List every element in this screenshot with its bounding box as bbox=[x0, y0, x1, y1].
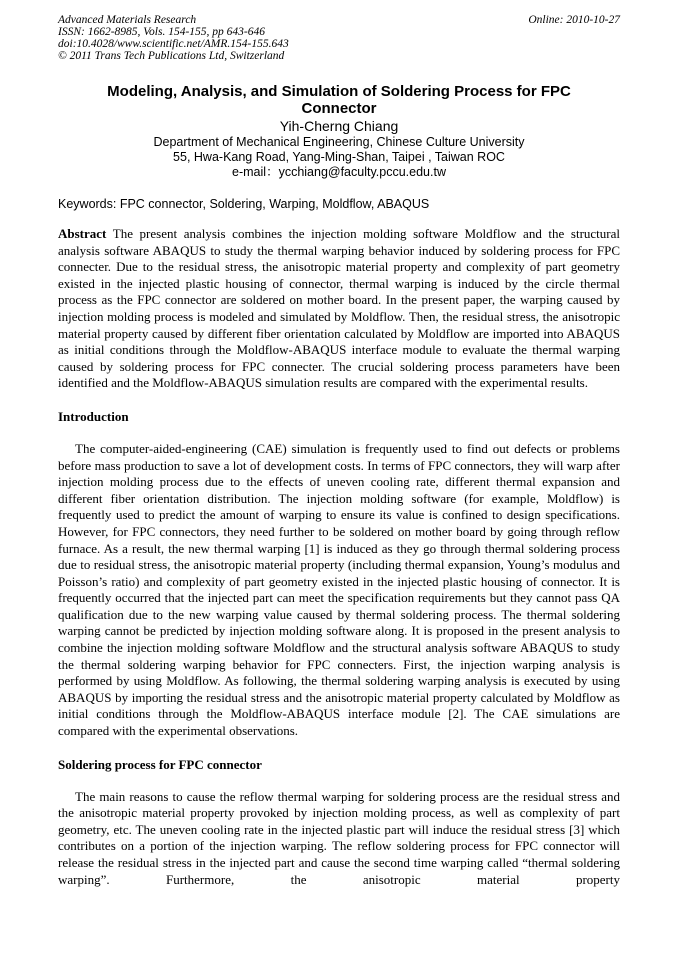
abstract-text: The present analysis combines the injection molding software Moldflow and the structural analysis software ABAQUS to study the thermal warping behavior induced by soldering process for FPC connecter. Due to the residual stress, the anisotropic material property and complexity of part geometry existed in the injected plastic housing of connector, thermal warping is induced by the circle thermal process as the FPC connector are soldered on mother board. In the present paper, the warping caused by injection molding process is modeled and simulated by Moldflow. Then, the residual stress, the anisotropic material property caused by different fiber orientation calculated by Moldflow are imported into ABAQUS as initial conditions through the Moldflow-ABAQUS interface module to evaluate the thermal warping caused by soldering process for FPC connecter. The crucial soldering process parameters have been identified and the Moldflow-ABAQUS simulation results are compared with the experimental results. bbox=[58, 226, 620, 391]
issn-line: ISSN: 1662-8985, Vols. 154-155, pp 643-646 bbox=[58, 26, 265, 38]
affiliation-email: e-mail：ycchiang@faculty.pccu.edu.tw bbox=[232, 165, 446, 179]
affiliation-address: 55, Hwa-Kang Road, Yang-Ming-Shan, Taipei , Taiwan ROC bbox=[173, 150, 505, 164]
online-date: Online: 2010-10-27 bbox=[528, 14, 620, 26]
affiliation-department: Department of Mechanical Engineering, Chinese Culture University bbox=[153, 135, 525, 149]
abstract-label: Abstract bbox=[58, 226, 107, 241]
abstract-paragraph bbox=[58, 226, 620, 392]
keywords-line: Keywords: FPC connector, Soldering, Warping, Moldflow, ABAQUS bbox=[58, 197, 430, 211]
title-block bbox=[58, 83, 620, 180]
doi-line: doi:10.4028/www.scientific.net/AMR.154-155.643 bbox=[58, 38, 289, 50]
journal-header bbox=[58, 14, 620, 62]
journal-name: Advanced Materials Research bbox=[58, 14, 197, 26]
introduction-paragraph: The computer-aided-engineering (CAE) simulation is frequently used to find out defects or problems before mass production to save a lot of development costs. In terms of FPC connectors, they will warp after injection molding process due to the effects of uneven cooling rate, different thermal expansion and different fiber orientation distribution. The injection molding software (for example, Moldflow) is frequently used to predict the amount of warping to ensure its value is confined to design specifications. However, for FPC connectors, they need further to be soldered on mother board by going through reflow furnace. As a result, the new thermal warping [1] is induced as they go through thermal soldering process due to residual stress, the anisotropic material property (including thermal expansion, Young’s modulus and Poisson’s ratio) and complexity of part geometry existed in the injected plastic housing of connector. It is frequently occurred that the injected part can meet the specification requirements but they cannot pass QA qualification due to the new warping value caused by thermal soldering process. The thermal soldering warping cannot be predicted by injection molding software along. It is proposed in the present analysis to combine the injection molding software Moldflow and the structural analysis software ABAQUS to study the thermal soldering warping behavior for FPC connecters. First, the injection warping analysis is performed by using Moldflow. As following, the thermal soldering warping analysis is executed by using ABAQUS by importing the residual stress and the anisotropic material property calculated by Moldflow as initial conditions through the Moldflow-ABAQUS interface module [2]. The CAE simulations are compared with the experimental observations. bbox=[58, 440, 620, 739]
section-heading-introduction: Introduction bbox=[58, 408, 129, 424]
section-heading-soldering-process: Soldering process for FPC connector bbox=[58, 756, 262, 772]
soldering-process-paragraph: The main reasons to cause the reflow thermal warping for soldering process are the residual stress and the anisotropic material property provoked by injection molding process, as well as complexity of part geometry, etc. The uneven cooling rate in the injected plastic part will induce the residual stress [3] which contributes on a portion of the injection warping. The reflow soldering process for FPC connector will release the residual stress in the injected part and cause the second time warping called “thermal soldering warping”. Furthermore, the anisotropic material property bbox=[58, 788, 620, 887]
copyright-line: © 2011 Trans Tech Publications Ltd, Switzerland bbox=[58, 50, 285, 62]
journal-header-left bbox=[58, 14, 289, 62]
author-name: Yih-Cherng Chiang bbox=[279, 118, 399, 134]
paper-title: Modeling, Analysis, and Simulation of Soldering Process for FPC Connector bbox=[107, 83, 571, 117]
